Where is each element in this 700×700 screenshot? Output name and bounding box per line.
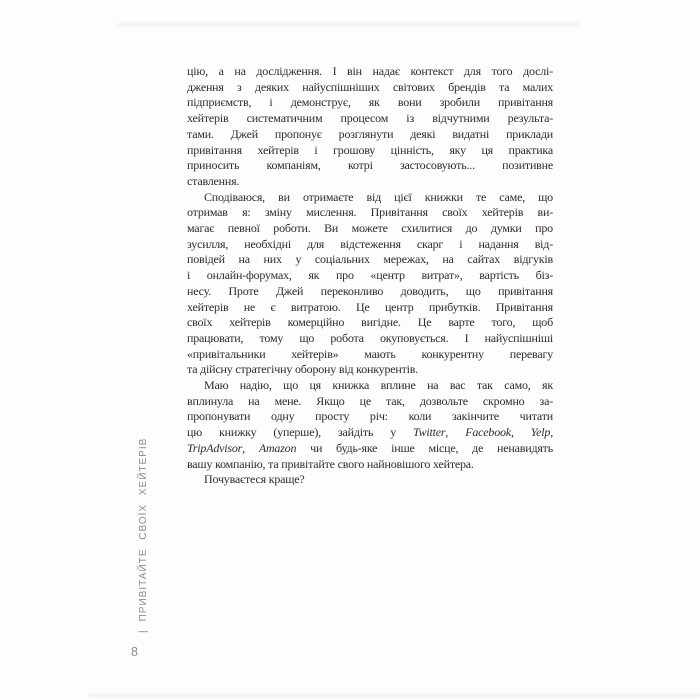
text-line: підприємств, і демонструє, як вони зробили привітання — [187, 95, 553, 110]
brand-name-italic: Amazon — [258, 440, 297, 455]
text-line: зусилля, необхідні для відстеження скарг і надання від- — [187, 236, 553, 251]
text-segment: цю книжку (уперше), зайдіть у — [187, 425, 414, 440]
text-line: повідей на них у соціальних мережах, на сайтах відгуків — [187, 252, 553, 267]
text-line: несу. Проте Джей переконливо доводить, що привітання — [187, 283, 553, 298]
brand-name-italic: Facebook — [465, 425, 511, 440]
text-line: тами. Джей пропонує розглянути деякі видатні приклади — [187, 126, 553, 141]
paragraph — [187, 472, 553, 488]
brand-name-italic: TripAdvisor — [187, 440, 243, 455]
book-text — [187, 64, 553, 488]
text-line: цію, а на дослідження. І він надає контекст для того дослі- — [187, 64, 553, 78]
text-line: хейтерів не є витратою. Це центр прибутків. Привітання — [187, 299, 553, 314]
text-line: хейтерів систематичним процесом із відчутними результа- — [187, 111, 553, 126]
text-segment: , — [550, 425, 553, 440]
text-segment: , — [445, 425, 466, 440]
text-line — [187, 441, 553, 457]
running-title-separator: | — [138, 630, 149, 633]
text-line: та дійсну стратегічну оборону від конкурентів. — [187, 362, 419, 377]
text-line: своїх хейтерів комерційно вигідне. Це варте того, щоб — [187, 315, 553, 330]
text-line: Почуваєтеся краще? — [204, 472, 305, 487]
text-line: магає певної роботи. Ви можете схилитися до думки про — [187, 221, 553, 236]
running-title-label: ПРИВІТАЙТЕ СВОЇХ ХЕЙТЕРІВ — [138, 437, 149, 622]
text-line: ставлення. — [187, 173, 240, 188]
text-line: Сподіваюся, ви отримаєте від цієї книжки те саме, що — [204, 189, 553, 204]
paragraph — [187, 64, 553, 190]
text-line: вплинула на мене. Якщо це так, дозвольте скромно за- — [187, 393, 553, 408]
paragraph — [187, 190, 553, 378]
text-line: Маю надію, що ця книжка вплине на вас так само, як — [204, 378, 553, 393]
page-edge-shadow-bottom — [88, 694, 700, 697]
running-title-vertical — [138, 438, 149, 633]
text-line: і онлайн-форумах, як про «центр витрат», вартість біз- — [187, 268, 553, 283]
brand-name-italic: Yelp — [530, 425, 551, 440]
text-segment: , — [510, 425, 531, 440]
text-segment: , — [242, 440, 259, 455]
text-line: «привітальники хейтерів» мають конкурентну перевагу — [187, 346, 553, 361]
page-edge-shadow-top — [118, 23, 580, 26]
text-line — [187, 425, 553, 441]
paragraph — [187, 378, 553, 472]
text-line: отримав я: зміну мислення. Привітання своїх хейтерів ви- — [187, 205, 553, 220]
text-line: дження з деяких найуспішніших світових брендів та малих — [187, 79, 553, 94]
brand-name-italic: Twitter — [413, 425, 446, 440]
text-line: працювати, тому що робота окуповується. І найуспішніші — [187, 330, 553, 345]
text-line: вашу компанію, та привітайте свого найновішого хейтера. — [187, 456, 474, 471]
text-segment: чи будь-яке інше місце, де ненавидять — [296, 440, 553, 455]
text-line: привітання хейтерів і грошову цінність, яку ця практика — [187, 142, 553, 157]
text-line: пропонувати одну просту річ: коли закінчите читати — [187, 409, 553, 424]
page-number: 8 — [131, 645, 138, 659]
text-line: приносить компаніям, котрі застосовують... позитивне — [187, 158, 553, 173]
